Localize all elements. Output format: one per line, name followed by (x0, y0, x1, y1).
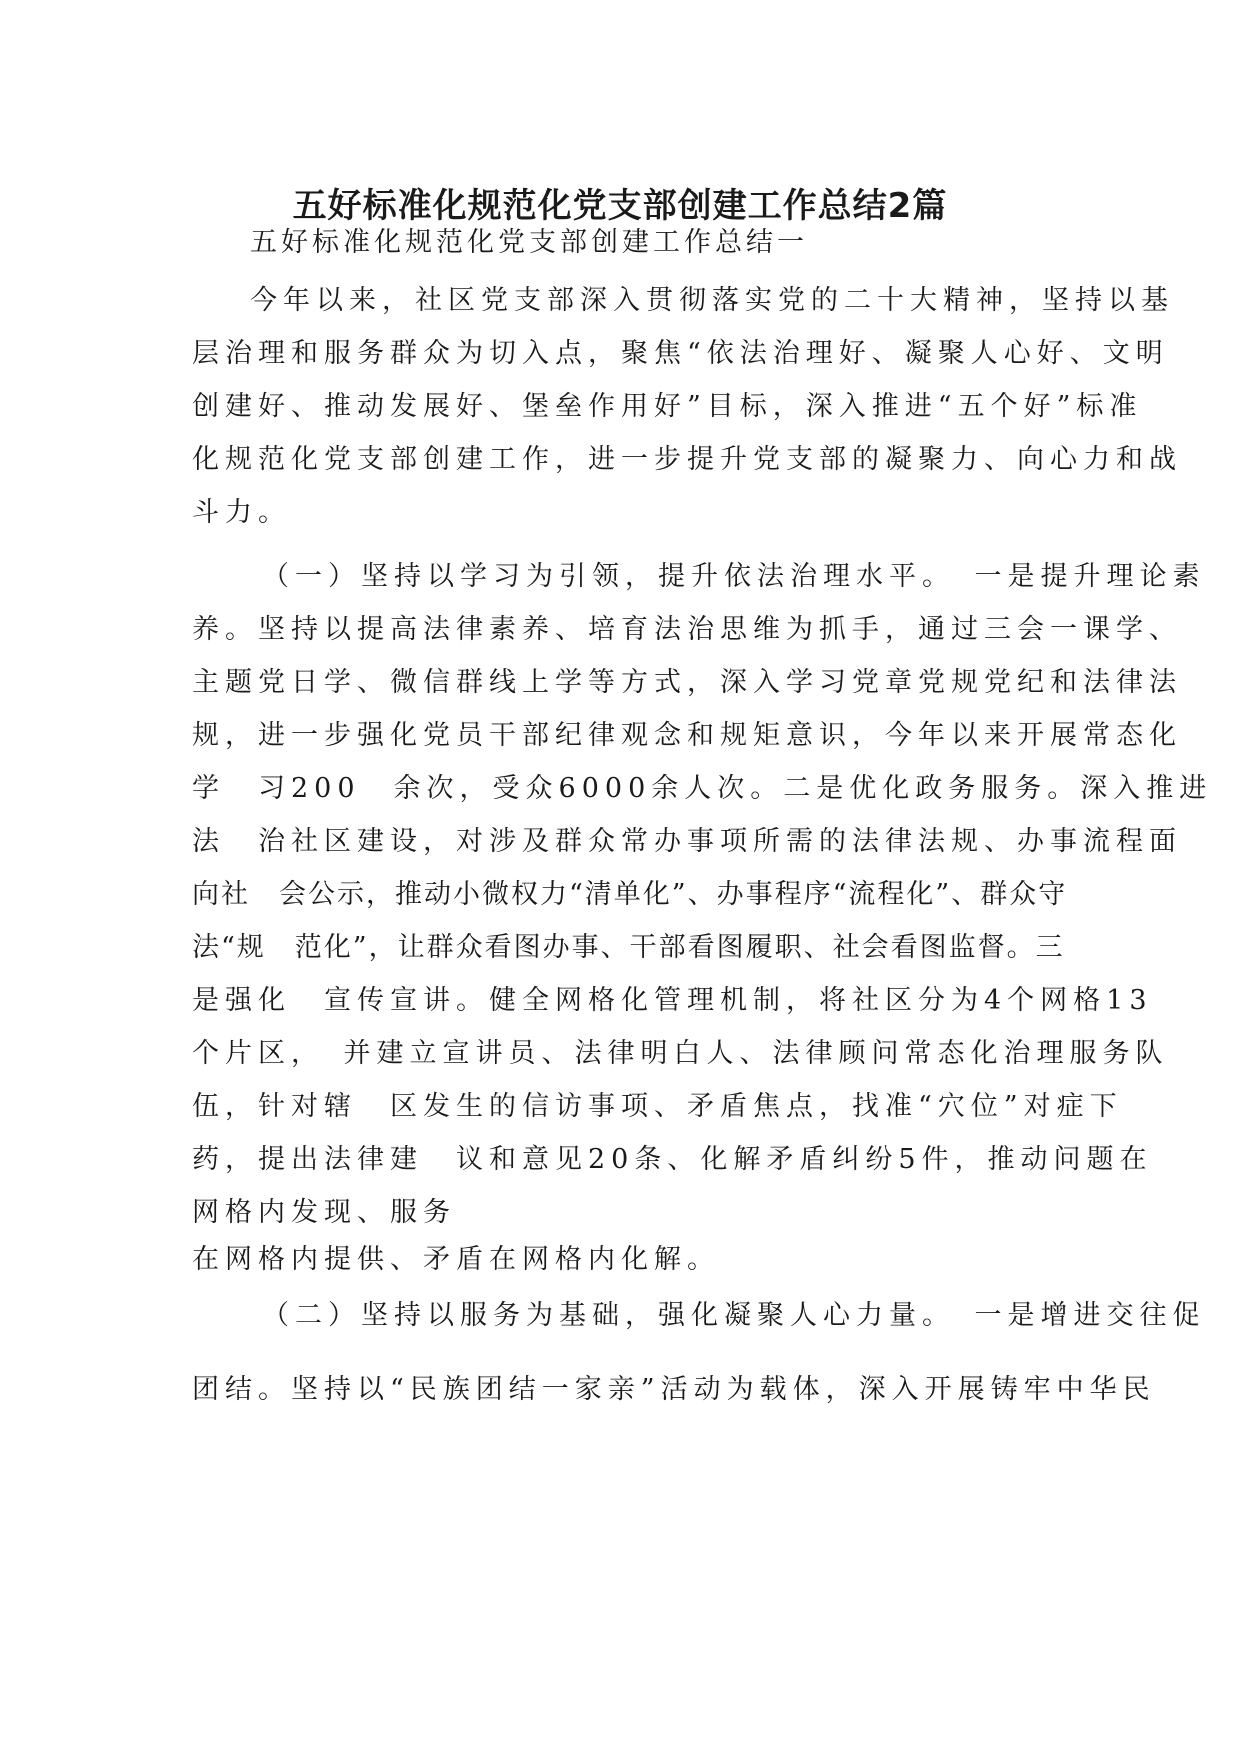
paragraph-line: 在网格内提供、矛盾在网格内化解。 (192, 1244, 720, 1275)
paragraph-line: （二）坚持以服务为基础，强化凝聚人心力量。 一是增进交往促 (262, 1300, 1206, 1331)
paragraph-line: （一）坚持以学习为引领，提升依法治理水平。 一是提升理论素 (262, 561, 1206, 592)
paragraph-line: 主题党日学、微信群线上学等方式，深入学习党章党规党纪和法律法 (192, 667, 1182, 698)
paragraph-line: 养。坚持以提高法律素养、培育法治思维为抓手，通过三会一课学、 (192, 614, 1182, 645)
document-subtitle: 五好标准化规范化党支部创建工作总结一 (250, 227, 808, 258)
paragraph-line: 网格内发现、服务 (192, 1197, 456, 1228)
paragraph-line: 药，提出法律建 议和意见20条、化解矛盾纠纷5件，推动问题在 (192, 1144, 1153, 1175)
paragraph-line: 创建好、推动发展好、堡垒作用好”目标，深入推进“五个好”标准 (192, 391, 1143, 422)
paragraph-line: 团结。坚持以“民族团结一家亲”活动为载体，深入开展铸牢中华民 (192, 1374, 1156, 1405)
paragraph-line: 是强化 宣传宣讲。健全网格化管理机制，将社区分为4个网格13 (192, 985, 1153, 1016)
paragraph-line: 法 治社区建设，对涉及群众常办事项所需的法律法规、办事流程面 (192, 826, 1182, 857)
paragraph-line: 化规范化党支部创建工作，进一步提升党支部的凝聚力、向心力和战 (192, 444, 1182, 475)
paragraph-line: 个片区， 并建立宣讲员、法律明白人、法律顾问常态化治理服务队 (192, 1038, 1169, 1069)
paragraph-line: 今年以来，社区党支部深入贯彻落实党的二十大精神，坚持以基 (250, 285, 1174, 316)
paragraph-line: 规，进一步强化党员干部纪律观念和规矩意识，今年以来开展常态化 (192, 720, 1182, 751)
document-title: 五好标准化规范化党支部创建工作总结2篇 (292, 186, 948, 226)
paragraph-line: 法“规 范化”，让群众看图办事、干部看图履职、社会看图监督。三 (192, 932, 1065, 963)
paragraph-line: 学 习200 余次，受众6000余人次。二是优化政务服务。深入推进 (192, 773, 1213, 804)
paragraph-line: 向社 会公示，推动小微权力“清单化”、办事程序“流程化”、群众守 (192, 879, 1068, 910)
paragraph-line: 斗力。 (192, 497, 291, 528)
paragraph-line: 伍，针对辖 区发生的信访事项、矛盾焦点，找准“穴位”对症下 (192, 1091, 1123, 1122)
paragraph-line: 层治理和服务群众为切入点，聚焦“依法治理好、凝聚人心好、文明 (192, 338, 1169, 369)
